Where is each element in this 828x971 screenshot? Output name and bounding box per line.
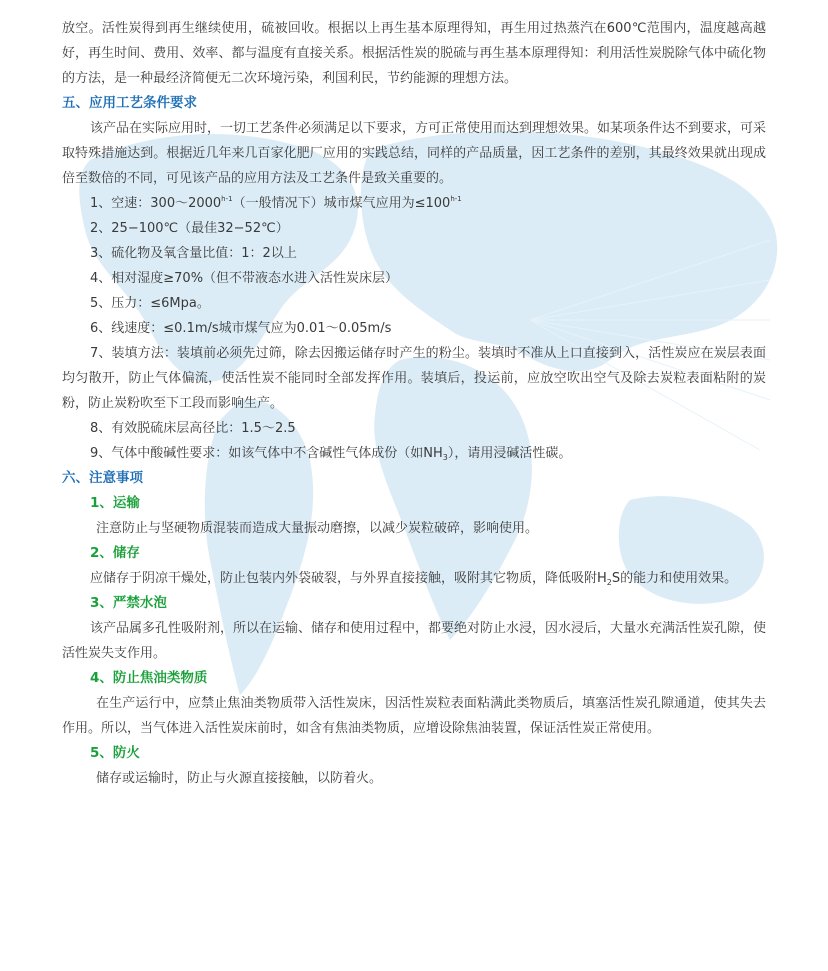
- note-3-heading: 3、严禁水泡: [90, 595, 167, 611]
- note-2-sub: 2: [606, 578, 612, 587]
- intro-paragraph: 放空。活性炭得到再生继续使用，硫被回收。根据以上再生基本原理得知，再生用过热蒸汽在600℃范围内，温度越高越好，再生时间、费用、效率、都与温度有直接关系。根据活性炭的脱硫与再生基本原理得知：利用活性炭脱除气体中硫化物的方法，是一种最经济简便无二次环境污染，利国利民，节约能源的理想方法。: [62, 21, 766, 86]
- note-5-heading: 5、防火: [90, 745, 140, 761]
- condition-item-1: [62, 191, 766, 216]
- note-4-text: 在生产运行中，应禁止焦油类物质带入活性炭床，因活性炭粒表面粘满此类物质后，填塞活性炭孔隙通道，使其失去作用。所以，当气体进入活性炭床前时，如含有焦油类物质，应增设除焦油装置，保证活性炭正常使用。: [62, 696, 766, 736]
- section-6-heading: 六、注意事项: [62, 470, 143, 486]
- condition-item-5: 5、压力：≤6Mpa。: [90, 296, 210, 311]
- note-1-heading: 1、运输: [90, 495, 140, 511]
- condition-item-4: 4、相对湿度≥70%（但不带液态水进入活性炭床层）: [90, 271, 399, 286]
- note-4-heading: 4、防止焦油类物质: [90, 670, 208, 686]
- note-2-text-b: S的能力和使用效果。: [611, 571, 738, 586]
- condition-item-7: 7、装填方法：装填前必须先过筛，除去因搬运储存时产生的粉尘。装填时不准从上口直接到入，活性炭应在炭层表面均匀散开，防止气体偏流，使活性炭不能同时全部发挥作用。装填后，投运前，应放空吹出空气及除去炭粒表面粘附的炭粉，防止炭粉吹至下工段而影响生产。: [62, 346, 766, 411]
- condition-item-9: [62, 441, 766, 466]
- item-9-text-a: 9、气体中酸碱性要求：如该气体中不含碱性气体成份（如NH: [90, 446, 443, 461]
- note-1-text: 注意防止与坚硬物质混装而造成大量振动磨擦，以减少炭粒破碎，影响使用。: [96, 521, 539, 536]
- condition-item-6: 6、线速度：≤0.1m/s城市煤气应为0.01～0.05m/s: [90, 321, 392, 336]
- item-1-text-b: （一般情况下）城市煤气应用为≤100: [232, 196, 451, 211]
- item-1-text-a: 1、空速：300～2000: [90, 196, 222, 211]
- item-1-sup-a: h-1: [221, 195, 233, 203]
- note-2-heading: 2、储存: [90, 545, 140, 561]
- note-5-text: 储存或运输时，防止与火源直接接触，以防着火。: [96, 771, 383, 786]
- section-5-heading: 五、应用工艺条件要求: [62, 95, 197, 111]
- note-2-text-a: 应储存于阴凉干燥处，防止包装内外袋破裂，与外界直接接触，吸附其它物质，降低吸附H: [90, 571, 607, 586]
- note-2-text: [62, 566, 766, 591]
- item-9-sub: 3: [442, 453, 448, 462]
- condition-item-2: 2、25−100℃（最佳32−52℃）: [90, 221, 289, 236]
- item-1-sup-b: h-1: [450, 195, 462, 203]
- item-9-text-b: ），请用浸碱活性碳。: [447, 446, 572, 461]
- note-3-text: 该产品属多孔性吸附剂，所以在运输、储存和使用过程中，都要绝对防止水浸，因水浸后，大量水充满活性炭孔隙，使活性炭失支作用。: [62, 621, 767, 661]
- section-5-paragraph: 该产品在实际应用时，一切工艺条件必须满足以下要求，方可正常使用而达到理想效果。如某项条件达不到要求，可采取特殊措施达到。根据近几年来几百家化肥厂应用的实践总结，同样的产品质量，因工艺条件的差别，其最终效果就出现成倍至数倍的不同，可见该产品的应用方法及工艺条件是致关重要的。: [62, 121, 767, 186]
- condition-item-3: 3、硫化物及氧含量比值：1：2以上: [90, 246, 297, 261]
- condition-item-8: 8、有效脱硫床层高径比：1.5～2.5: [90, 421, 296, 436]
